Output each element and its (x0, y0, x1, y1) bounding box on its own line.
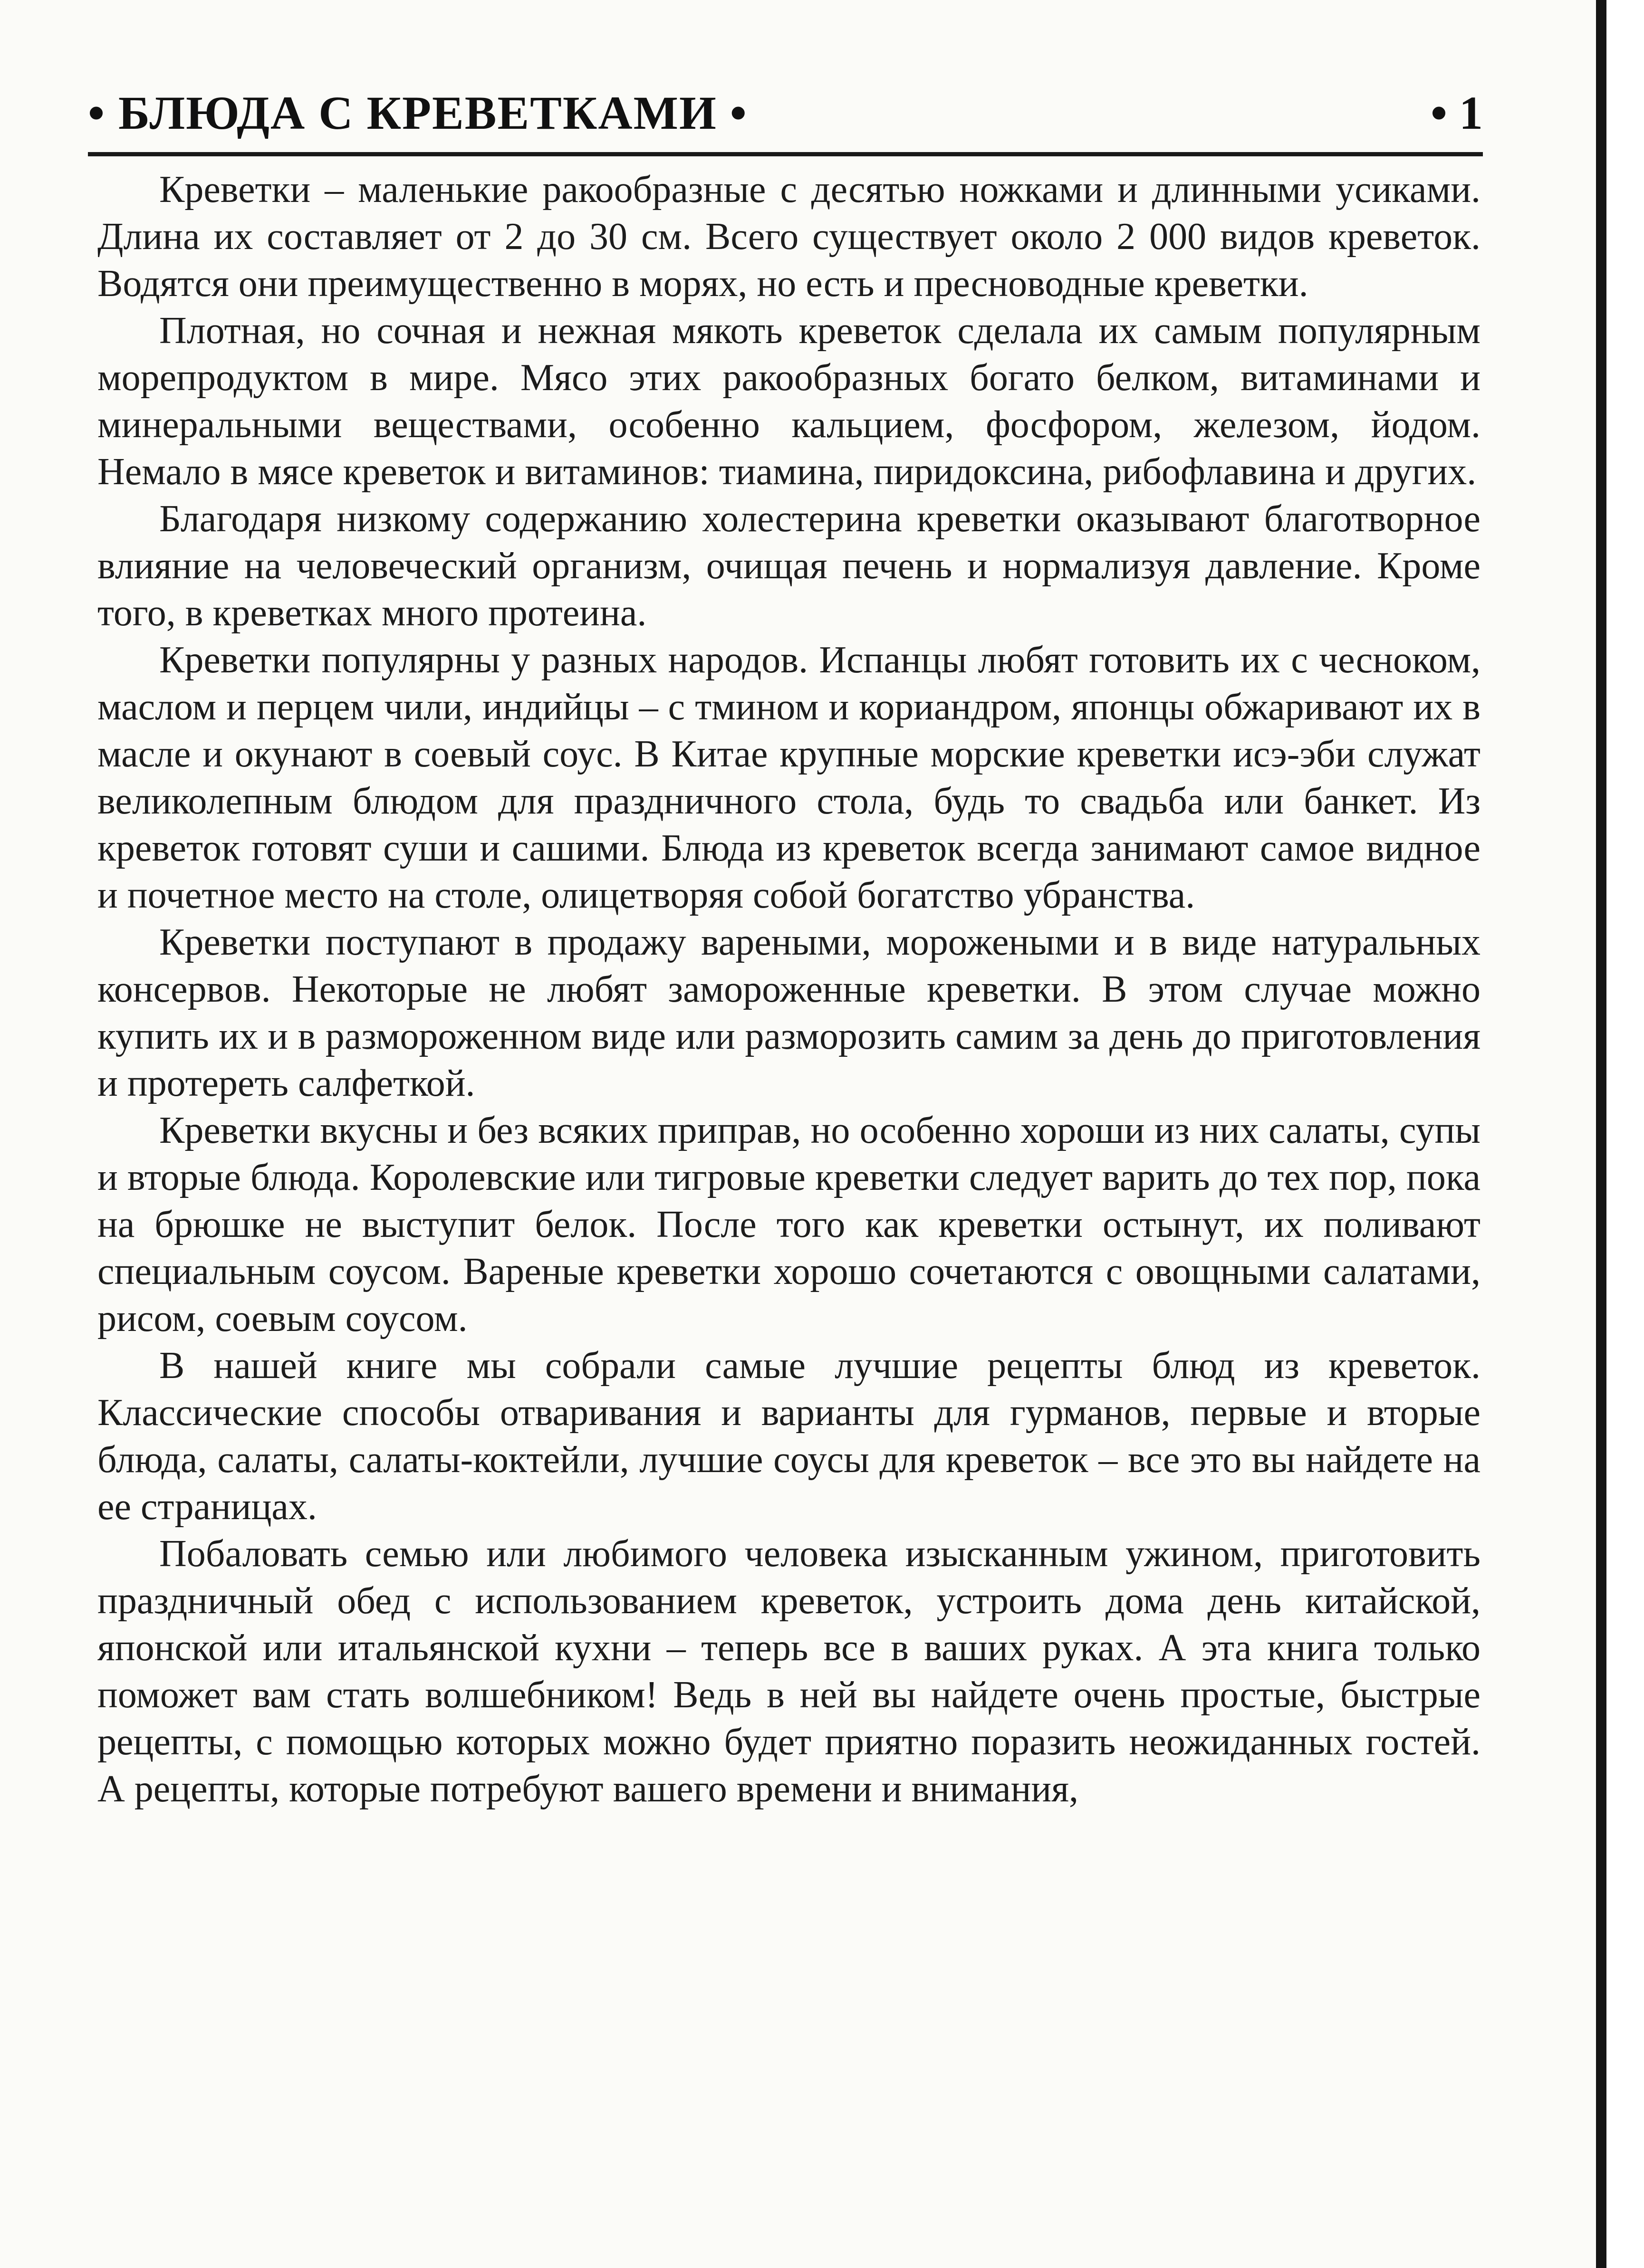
chapter-title: • БЛЮДА С КРЕВЕТКАМИ • (88, 86, 748, 139)
paragraph-6: Креветки вкусны и без всяких приправ, но особенно хороши из них салаты, супы и вторые блюда. Королевские или тигровые креветки следует варить до тех пор, пока на брюшке не выступит белок. После того как креветки остынут, их поливают специальным соусом. Вареные креветки хорошо сочетаются с овощными салатами, рисом, соевым соусом. (97, 1110, 1481, 1340)
page-edge-shadow (1596, 0, 1606, 2268)
scan-margin (1606, 0, 1644, 2268)
paragraph-1: Креветки – маленькие ракообразные с десятью ножками и длинными усиками. Длина их составляет от 2 до 30 см. Всего существует около 2 000 видов креветок. Водятся они преимущественно в морях, но есть и пресноводные креветки. (97, 169, 1481, 305)
paragraph-7: В нашей книге мы собрали самые лучшие рецепты блюд из креветок. Классические способы отваривания и варианты для гурманов, первые и вторые блюда, салаты, салаты-коктейли, лучшие соусы для креветок – все это вы найдете на ее страницах. (97, 1345, 1481, 1528)
paragraph-4: Креветки популярны у разных народов. Испанцы любят готовить их с чесноком, маслом и перцем чили, индийцы – с тмином и кориандром, японцы обжаривают их в масле и окунают в соевый соус. В Китае крупные морские креветки исэ-эби служат великолепным блюдом для праздничного стола, будь то свадьба или банкет. Из креветок готовят суши и сашими. Блюда из креветок всегда занимают самое видное и почетное место на столе, олицетворяя собой богатство убранства. (97, 639, 1481, 916)
paragraph-3: Благодаря низкому содержанию холестерина креветки оказывают благотворное влияние на человеческий организм, очищая печень и нормализуя давление. Кроме того, в креветках много протеина. (97, 498, 1481, 634)
running-header (88, 81, 1483, 156)
page-number: • 1 (1430, 86, 1483, 139)
paragraph-8: Побаловать семью или любимого человека изысканным ужином, приготовить праздничный обед с использованием креветок, устроить дома день китайской, японской или итальянской кухни – теперь все в ваших руках. А эта книга только поможет вам стать волшебником! Ведь в ней вы найдете очень простые, быстрые рецепты, с помощью которых можно будет приятно поразить неожиданных гостей. А рецепты, которые потребуют вашего времени и внимания, (97, 1533, 1481, 1810)
body-text (97, 166, 1481, 1813)
paragraph-5: Креветки поступают в продажу вареными, морожеными и в виде натуральных консервов. Некоторые не любят замороженные креветки. В этом случае можно купить их и в размороженном виде или разморозить самим за день до приготовления и протереть салфеткой. (97, 921, 1481, 1104)
paragraph-2: Плотная, но сочная и нежная мякоть креветок сделала их самым популярным морепродуктом в мире. Мясо этих ракообразных богато белком, витаминами и минеральными веществами, особенно кальцием, фосфором, железом, йодом. Немало в мясе креветок и витаминов: тиамина, пиридоксина, рибофлавина и других. (97, 310, 1481, 493)
